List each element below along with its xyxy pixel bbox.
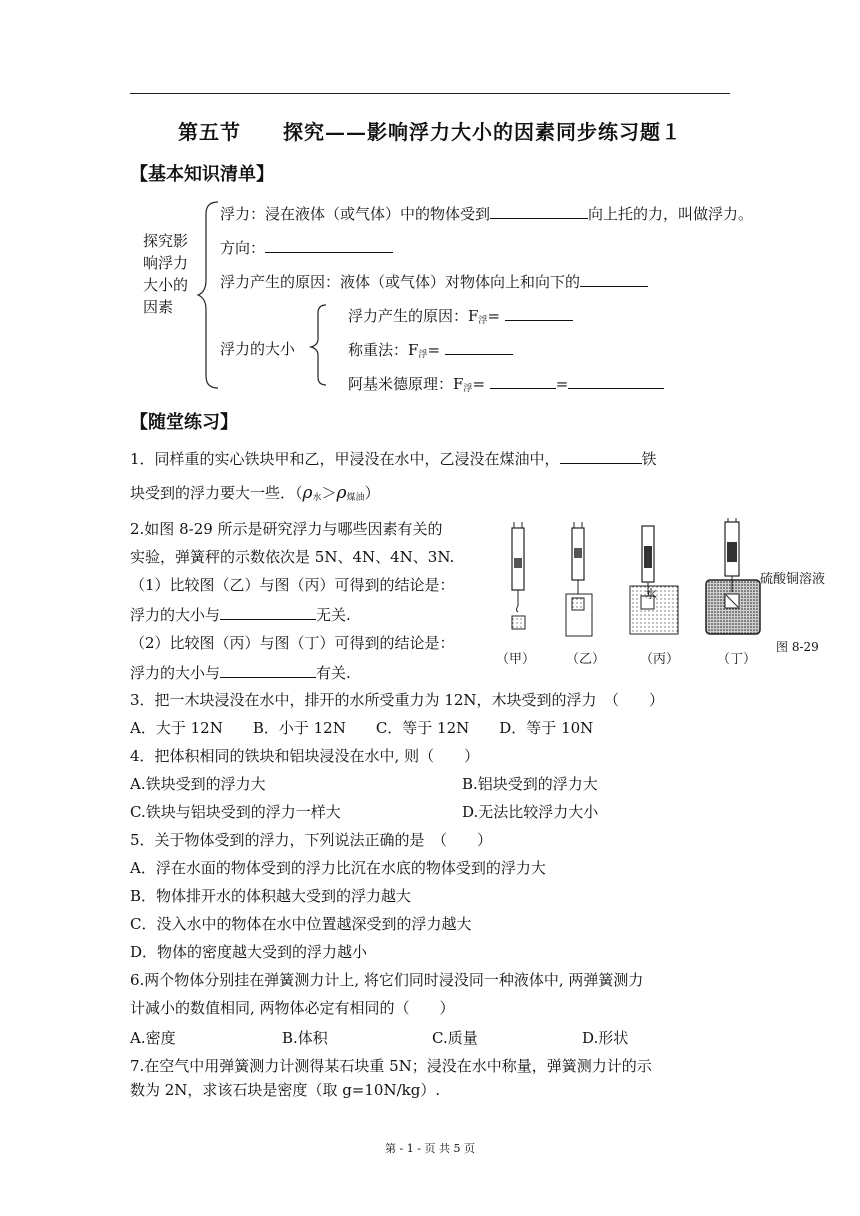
question-5-option-b: B．物体排开水的体积越大受到的浮力越大: [130, 887, 412, 905]
figure-label-yi: （乙）: [566, 652, 606, 667]
question-6-option-c: C.质量: [432, 1029, 478, 1047]
tree-item-definition: 浮力：浸在液体（或气体）中的物体受到 向上托的力，叫做浮力。: [220, 205, 754, 223]
sub-item-archimedes: 阿基米德原理：$F_浮=$ =: [348, 373, 664, 394]
q2-line: 浮力的大小与 有关.: [130, 664, 351, 682]
question-5-option-a: A．浮在水面的物体受到的浮力比沉在水底的物体受到的浮力大: [130, 859, 546, 877]
question-3-options: A．大于 12N B．小于 12N C．等于 12N D．等于 10N: [130, 719, 594, 737]
figure-label-jia: （甲）: [496, 652, 536, 667]
figure-label-bing: （丙）: [640, 652, 680, 667]
figure-caption: 图 8-29: [776, 640, 819, 654]
question-4-option-a: A.铁块受到的浮力大: [130, 775, 266, 793]
q2-line: 实验，弹簧秤的示数依次是 5N、4N、4N、3N.: [130, 548, 455, 566]
tree-root: [143, 230, 203, 318]
blank-line: [220, 605, 316, 620]
question-6-line-2: 计减小的数值相同, 两物体必定有相同的（ ）: [130, 999, 455, 1017]
blank-line: [490, 374, 556, 389]
blank-line: [490, 204, 588, 219]
spring-scale-ding: [706, 518, 760, 634]
tree-item-cause: 浮力产生的原因：液体（或气体）对物体向上和向下的: [220, 271, 648, 292]
tree-root-line: 大小的: [143, 276, 189, 294]
question-7-line-2: 数为 2N，求该石块是密度（取 g=10N/kg）.: [130, 1081, 441, 1099]
sub-item-weighing: 称重法：$F_浮=$: [348, 339, 513, 360]
figure-label-ding: （丁）: [717, 652, 757, 667]
q2-line: 浮力的大小与 无关.: [130, 606, 351, 624]
question-6-option-d: D.形状: [582, 1029, 629, 1047]
blank-line: [560, 449, 642, 464]
main-brace: [196, 200, 224, 390]
question-4-option-b: B.铝块受到的浮力大: [462, 775, 598, 793]
tree-root-line: 响浮力: [143, 254, 189, 272]
section-basic-heading: 【基本知识清单】: [130, 164, 274, 185]
question-6-option-a: A.密度: [130, 1029, 176, 1047]
question-5-stem: 5．关于物体受到的浮力，下列说法正确的是 （ ）: [130, 831, 493, 849]
question-1-line-1: 1．同样重的实心铁块甲和乙，甲浸没在水中，乙浸没在煤油中， 铁: [130, 450, 657, 468]
question-3-stem: 3．把一木块浸没在水中，排开的水所受重力为 12N，木块受到的浮力 （ ）: [130, 691, 665, 709]
q2-line: （2）比较图（丙）与图（丁）可得到的结论是：: [130, 634, 455, 652]
tree-item-direction: 方向：: [220, 237, 393, 258]
blank-line: [445, 340, 513, 355]
tree-root-line: 探究影: [143, 232, 189, 250]
top-rule: [130, 93, 730, 94]
question-4-option-c: C.铁块与铝块受到的浮力一样大: [130, 803, 341, 821]
question-4-stem: 4．把体积相同的铁块和铝块浸没在水中, 则（ ）: [130, 747, 480, 765]
question-7-line-1: 7.在空气中用弹簧测力计测得某石块重 5N；浸没在水中称量，弹簧测力计的示: [130, 1057, 652, 1075]
figure-water-label: 水: [645, 587, 658, 601]
sub-brace: [308, 303, 330, 387]
page-title: 第五节 探究——影响浮力大小的因素同步练习题１: [178, 120, 682, 144]
question-6-line-1: 6.两个物体分别挂在弹簧测力计上, 将它们同时浸没同一种液体中, 两弹簧测力: [130, 971, 644, 989]
section-practice-heading: 【随堂练习】: [130, 412, 238, 433]
question-5-option-c: C．没入水中的物体在水中位置越深受到的浮力越大: [130, 915, 472, 933]
q2-line: 2.如图 8-29 所示是研究浮力与哪些因素有关的: [130, 520, 443, 538]
page-footer: 第 - 1 - 页 共 5 页: [385, 1142, 475, 1155]
blank-line: [568, 374, 664, 389]
blank-line: [505, 306, 573, 321]
spring-scale-jia: [512, 522, 525, 629]
sub-item-cause: 浮力产生的原因：$F_浮=$: [348, 305, 573, 326]
q2-line: （1）比较图（乙）与图（丙）可得到的结论是：: [130, 576, 455, 594]
tree-item-magnitude: 浮力的大小: [220, 340, 296, 358]
blank-line: [265, 238, 393, 253]
question-6-option-b: B.体积: [282, 1029, 328, 1047]
spring-scale-bing: [630, 526, 678, 634]
blank-line: [580, 272, 648, 287]
spring-scale-yi: [566, 522, 592, 636]
figure-solution-label: 硫酸铜溶液: [760, 572, 826, 587]
question-4-option-d: D.无法比较浮力大小: [462, 803, 599, 821]
tree-root-line: 因素: [143, 298, 174, 316]
question-5-option-d: D．物体的密度越大受到的浮力越小: [130, 943, 368, 961]
blank-line: [220, 663, 316, 678]
question-1-line-2: 块受到的浮力要大一些．$(\rho_水>\rho_{煤油})$: [130, 483, 380, 503]
